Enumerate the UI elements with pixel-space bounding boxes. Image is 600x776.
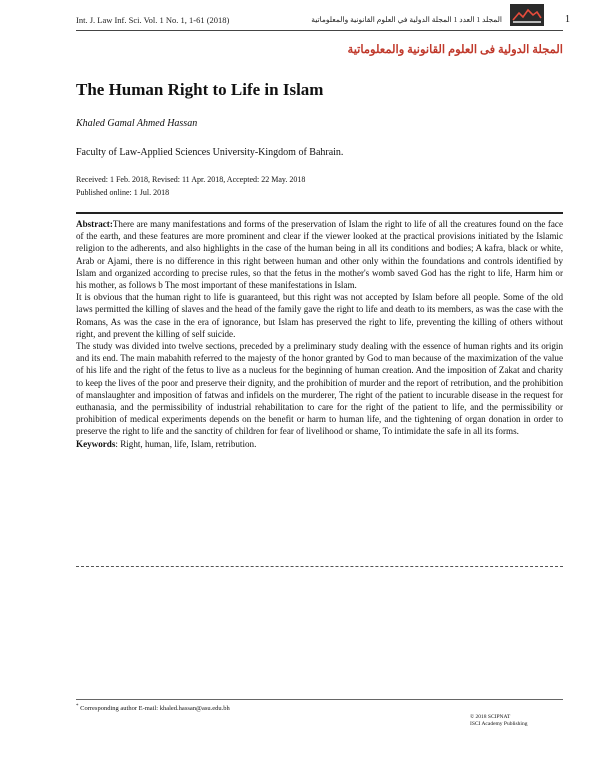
keywords-text: : Right, human, life, Islam, retribution.: [115, 438, 257, 449]
article-dates: [76, 173, 305, 199]
page-number: 1: [565, 14, 570, 25]
corresponding-author-email: Corresponding author E-mail: khaled.hassan@asu.edu.bh: [80, 705, 230, 713]
keywords-label: Keywords: [76, 438, 116, 449]
received-dates: Received: 1 Feb. 2018, Revised: 11 Apr. 2018, Accepted: 22 May. 2018: [76, 175, 306, 184]
published-date: Published online: 1 Jul. 2018: [76, 188, 170, 197]
author-name: Khaled Gamal Ahmed Hassan: [76, 118, 198, 129]
author-affiliation: Faculty of Law-Applied Sciences University-Kingdom of Bahrain.: [76, 147, 344, 158]
copyright-line-1: © 2018 SCIPNAT: [470, 714, 511, 720]
footnote-divider: [76, 699, 563, 700]
abstract-section: [76, 212, 563, 450]
abstract-paragraph-3: The study was divided into twelve sections, preceded by a preliminary study dealing with the essence of human rights and its origin and its end. The main mabahith referred to the majesty of the honor granted by God to man because of the maximization of the value of his life and the right of the fetus to live as a nucleus for the beginning of human creation. And the imposition of Zakat and charity to keep the lives of the poor and preserve their dignity, and the prohibition of murder and the report of retribution, and the prohibition of manslaughter and imposition of fatwas and infidels on the murderer, The right of the patient to incurable disease in the request for euthanasia, and the permissibility of industrial rehabilitation to care for the right of the patient to life, and the permissibility or prohibition of medical experiments depends on the benefit or harm to human life, and the tightening of organ donation in order to preserve the right to life and the sanctity of children for fear of livelihood or shame, To intimidate the safe in all its forms.: [76, 341, 563, 437]
keywords: [76, 438, 563, 450]
article-title: The Human Right to Life in Islam: [76, 80, 324, 99]
publisher-logo-icon: [510, 4, 544, 26]
corresponding-author-footnote: [76, 704, 230, 712]
copyright-notice: [470, 714, 527, 728]
abstract-paragraph-1: [76, 218, 563, 291]
copyright-line-2: ISCI Academy Publishing: [470, 721, 528, 727]
abstract-label: Abstract:: [76, 219, 113, 229]
footnote-marker: *: [76, 704, 79, 709]
running-header-left: Int. J. Law Inf. Sci. Vol. 1 No. 1, 1-61 (2018): [76, 15, 230, 25]
abstract-text-1: There are many manifestations and forms of the preservation of Islam the right to life of all the creatures found on the face of the earth, and these features are more prominent and clear if the viewer looked at the practical provisions initiated by the Islamic religion to the adherents, and also highlights in the case of the human being in all its conditions and bodies; A kafra, black or white, Arab or Ajami, there is no difference in this right between human and other only within the foundations and controls identified by Islam and organized according to precise rules, so that the fetus in the mother's womb saved God has the right to life, Harm him or his mother, as follows b The most important of these manifestations in Islam.: [76, 219, 563, 291]
header-divider: [76, 30, 563, 31]
journal-name-arabic: المجلة الدولية فى العلوم القانونية والمعلوماتية: [347, 44, 563, 56]
abstract-paragraph-2: It is obvious that the human right to life is guaranteed, but this right was not accepted by Islam before all people. Some of the old laws permitted the killing of slaves and the head of the family gave the right to life and death to its members, as was the case with the Romans, As was the case in the era of ignorance, but Islam has preserved the right to life, preventing the killing of others without right, and prevent the killing of self suicide.: [76, 292, 563, 339]
running-header-arabic: المجلد 1 العدد 1 المجلة الدولية في العلوم القانونية والمعلوماتية: [311, 15, 502, 24]
abstract-bottom-divider: [76, 566, 563, 567]
